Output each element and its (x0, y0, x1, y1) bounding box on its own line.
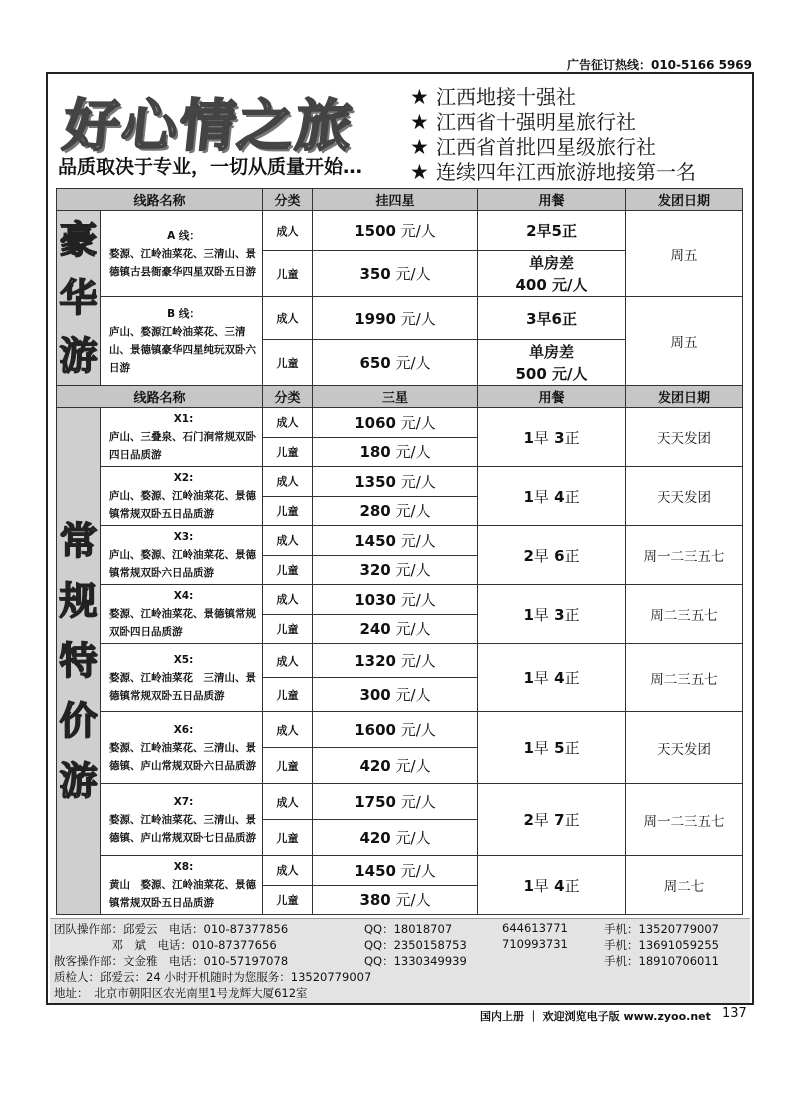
route-name-cell (101, 408, 263, 467)
honor-item: ★ 江西地接十强社 (410, 84, 576, 109)
meal-main-unit: 正 (564, 605, 580, 624)
route-code: X2: (173, 472, 194, 484)
meal-main-unit: 正 (564, 876, 580, 895)
route-name-cell (101, 784, 263, 856)
meal-cell (478, 644, 626, 712)
single-supplement-cell (478, 340, 626, 386)
single-supplement-cell (478, 251, 626, 297)
kind-cell: 成人 (263, 784, 313, 820)
kind-cell: 成人 (263, 644, 313, 678)
price-number: 1990 (354, 309, 396, 328)
meal-breakfast-count: 2 (523, 811, 534, 829)
price-unit: 元/人 (390, 561, 431, 580)
side-label-luxury: 豪华游 (57, 211, 101, 386)
star-icon: ★ (410, 84, 429, 109)
kind-cell: 成人 (263, 211, 313, 251)
brand-slogan: 品质取决于专业，一切从质量开始… (58, 156, 363, 178)
regular-header-row (57, 386, 743, 408)
price-unit: 元/人 (395, 861, 436, 880)
price-number: 1350 (354, 472, 396, 491)
route-desc: 黄山 婺源、江岭油菜花、景德镇常规双卧五日品质游 (109, 879, 256, 909)
price-unit: 元/人 (390, 265, 431, 283)
route-name-cell (101, 211, 263, 297)
child-price-cell (313, 678, 478, 712)
route-code: A 线： (167, 229, 200, 242)
meal-breakfast-unit: 早 (533, 669, 549, 687)
route-desc: 婺源、江岭油菜花、三清山、景德镇古县衙豪华四星双卧五日游 (109, 247, 256, 278)
regular-route-row-adult (57, 585, 743, 615)
single-supplement-price: 500 元/人 (515, 364, 588, 383)
route-name-cell (101, 467, 263, 526)
price-unit: 元/人 (390, 829, 431, 847)
price-number: 320 (359, 561, 391, 580)
col-header-meal: 用餐 (478, 189, 626, 211)
price-number: 1320 (354, 652, 396, 670)
meal-cell (478, 784, 626, 856)
route-code: X4: (173, 590, 194, 602)
regular-route-row-adult (57, 467, 743, 497)
kind-cell: 儿童 (263, 885, 313, 915)
departure-date-cell: 周二三五七 (626, 585, 743, 644)
child-price-cell (313, 820, 478, 856)
meal-breakfast-unit: 早 (533, 811, 549, 829)
price-unit: 元/人 (390, 757, 431, 775)
departure-date-cell: 天天发团 (626, 712, 743, 784)
adult-price-cell (313, 784, 478, 820)
price-number: 1450 (354, 861, 396, 880)
price-unit: 元/人 (395, 309, 436, 328)
child-price-cell (313, 614, 478, 644)
route-code: X7: (173, 795, 194, 808)
star-icon: ★ (410, 109, 429, 134)
route-name-cell (101, 297, 263, 386)
meal-breakfast-count: 1 (523, 669, 534, 687)
route-desc: 庐山、婺源江岭油菜花、三清山、景德镇豪华四星纯玩双卧六日游 (109, 326, 256, 374)
luxury-route-row-adult (57, 297, 743, 340)
col-header-kind: 分类 (263, 189, 313, 211)
departure-date-cell: 周一二三五七 (626, 784, 743, 856)
route-code: X1: (173, 413, 194, 425)
price-number: 380 (359, 891, 391, 910)
meal-main-unit: 正 (564, 428, 580, 447)
price-number: 1600 (354, 721, 396, 739)
adult-price-cell (313, 408, 478, 438)
meal-breakfast-unit: 早 (533, 605, 549, 624)
route-name-cell (101, 585, 263, 644)
contact-panel: 团队操作部：邱爱云 电话：010-87377856 QQ：18018707 644613771 手机：13520779007 邓 斌 电话：010-87377656 QQ：2350158753 710993731 手机：13691059255 散客操作部：文金雅 电话：010-57197078 QQ：1330349939 手机：18910706011 质检人：邱爱云：24 小时开机随时为您服务：13520779007 地址： 北京市朝阳区农光南里1号龙辉大厦612室 (50, 918, 750, 1003)
kind-cell: 儿童 (263, 820, 313, 856)
price-unit: 元/人 (395, 531, 436, 550)
route-desc: 婺源、江岭油菜花、三清山、景德镇、庐山常规双卧六日品质游 (109, 741, 256, 772)
route-desc: 庐山、婺源、江岭油菜花、景德镇常规双卧六日品质游 (109, 549, 256, 579)
luxury-section (57, 211, 743, 386)
single-supplement-label: 单房差 (529, 342, 575, 361)
departure-date-cell: 周五 (626, 211, 743, 297)
price-number: 420 (359, 829, 391, 847)
kind-cell: 儿童 (263, 555, 313, 585)
adult-price-cell (313, 211, 478, 251)
meal-cell (478, 585, 626, 644)
price-number: 300 (359, 686, 391, 704)
col-header-date: 发团日期 (626, 189, 743, 211)
adult-price-cell (313, 526, 478, 556)
side-label-regular: 常规特价游 (57, 408, 101, 915)
meal-main-count: 7 (554, 811, 565, 829)
price-number: 1450 (354, 531, 396, 550)
price-unit: 元/人 (390, 620, 431, 639)
child-price-cell (313, 748, 478, 784)
kind-cell: 成人 (263, 467, 313, 497)
kind-cell: 成人 (263, 712, 313, 748)
honor-item: ★ 江西省十强明星旅行社 (410, 109, 636, 134)
meal-breakfast-unit: 早 (533, 487, 549, 506)
price-number: 1750 (354, 793, 396, 811)
ad-hotline: 广告征订热线：010-5166 5969 (566, 58, 752, 72)
adult-price-cell (313, 467, 478, 497)
meal-cell (478, 526, 626, 585)
kind-cell: 儿童 (263, 496, 313, 526)
kind-cell: 成人 (263, 856, 313, 886)
price-number: 420 (359, 757, 391, 775)
col-header-route: 线路名称 (57, 189, 263, 211)
col-header-meal: 用餐 (478, 386, 626, 408)
price-unit: 元/人 (395, 721, 436, 739)
meal-main-count: 4 (554, 487, 565, 506)
price-unit: 元/人 (395, 413, 436, 432)
price-unit: 元/人 (395, 222, 436, 240)
kind-cell: 儿童 (263, 748, 313, 784)
regular-section (57, 408, 743, 915)
kind-cell: 儿童 (263, 251, 313, 297)
kind-cell: 成人 (263, 297, 313, 340)
child-price-cell (313, 496, 478, 526)
price-unit: 元/人 (395, 472, 436, 491)
route-code: X8: (173, 861, 194, 873)
single-supplement-price: 400 元/人 (515, 275, 588, 294)
col-header-price: 三星 (313, 386, 478, 408)
meal-breakfast-count: 1 (523, 876, 534, 895)
meal-cell (478, 467, 626, 526)
adult-price-cell (313, 712, 478, 748)
adult-price-cell (313, 297, 478, 340)
footer-text: 国内上册 ｜ 欢迎浏览电子版 www.zyoo.net (480, 1010, 711, 1023)
meal-breakfast-unit: 早 (533, 546, 549, 565)
meal-breakfast-count: 1 (523, 605, 534, 624)
meal-breakfast-count: 1 (523, 428, 534, 447)
price-number: 1500 (354, 222, 396, 240)
luxury-header-row (57, 189, 743, 211)
meal-main-count: 3 (554, 428, 565, 447)
departure-date-cell: 周五 (626, 297, 743, 386)
child-price-cell (313, 437, 478, 467)
price-unit: 元/人 (390, 354, 431, 372)
page-number: 137 (722, 1006, 747, 1021)
route-code: B 线： (167, 308, 200, 320)
kind-cell: 儿童 (263, 678, 313, 712)
price-number: 240 (359, 620, 391, 639)
meal-breakfast-count: 1 (523, 487, 534, 506)
meal-main-unit: 正 (564, 546, 580, 565)
col-header-date: 发团日期 (626, 386, 743, 408)
meal-breakfast-count: 1 (523, 739, 534, 757)
price-unit: 元/人 (390, 443, 431, 462)
meal-breakfast-unit: 早 (533, 876, 549, 895)
price-number: 1030 (354, 590, 396, 609)
single-supplement-label: 单房差 (529, 253, 575, 272)
regular-route-row-adult (57, 408, 743, 438)
meal-main-count: 6 (554, 546, 565, 565)
kind-cell: 成人 (263, 585, 313, 615)
luxury-route-row-adult (57, 211, 743, 251)
meal-cell: 3早6正 (478, 297, 626, 340)
price-unit: 元/人 (390, 891, 431, 910)
col-header-route: 线路名称 (57, 386, 263, 408)
route-desc: 庐山、三叠泉、石门涧常规双卧四日品质游 (109, 431, 256, 461)
meal-main-unit: 正 (564, 739, 580, 757)
meal-breakfast-unit: 早 (533, 428, 549, 447)
meal-main-unit: 正 (564, 487, 580, 506)
departure-date-cell: 周二七 (626, 856, 743, 915)
honor-item: ★ 江西省首批四星级旅行社 (410, 134, 656, 159)
route-desc: 婺源、江岭油菜花 三清山、景德镇常规双卧五日品质游 (109, 671, 256, 702)
meal-breakfast-unit: 早 (533, 739, 549, 757)
brand-logo-title: 好心情之旅 (60, 93, 358, 159)
kind-cell: 儿童 (263, 437, 313, 467)
meal-main-count: 4 (554, 876, 565, 895)
child-price-cell (313, 251, 478, 297)
meal-cell (478, 856, 626, 915)
meal-main-count: 4 (554, 669, 565, 687)
regular-route-row-adult (57, 856, 743, 886)
route-code: X3: (173, 531, 194, 543)
honor-item: ★ 连续四年江西旅游地接第一名 (410, 159, 696, 184)
price-unit: 元/人 (395, 590, 436, 609)
price-number: 1060 (354, 413, 396, 432)
star-icon: ★ (410, 134, 429, 159)
price-unit: 元/人 (395, 793, 436, 811)
kind-cell: 成人 (263, 526, 313, 556)
meal-main-count: 3 (554, 605, 565, 624)
route-name-cell (101, 644, 263, 712)
route-desc: 庐山、婺源、江岭油菜花、景德镇常规双卧五日品质游 (109, 490, 256, 520)
price-unit: 元/人 (390, 502, 431, 521)
kind-cell: 儿童 (263, 614, 313, 644)
child-price-cell (313, 555, 478, 585)
honors-list (410, 84, 696, 184)
regular-route-row-adult (57, 784, 743, 820)
departure-date-cell: 周二三五七 (626, 644, 743, 712)
adult-price-cell (313, 585, 478, 615)
kind-cell: 成人 (263, 408, 313, 438)
kind-cell: 儿童 (263, 340, 313, 386)
route-desc: 婺源、江岭油菜花、三清山、景德镇、庐山常规双卧七日品质游 (109, 813, 256, 844)
adult-price-cell (313, 856, 478, 886)
regular-route-row-adult (57, 526, 743, 556)
price-unit: 元/人 (390, 686, 431, 704)
route-price-table (56, 188, 743, 915)
brand-banner (50, 76, 750, 186)
meal-main-count: 5 (554, 739, 565, 757)
meal-main-unit: 正 (564, 669, 580, 687)
child-price-cell (313, 885, 478, 915)
route-name-cell (101, 526, 263, 585)
regular-route-row-adult (57, 712, 743, 748)
route-name-cell (101, 712, 263, 784)
departure-date-cell: 天天发团 (626, 467, 743, 526)
col-header-kind: 分类 (263, 386, 313, 408)
price-unit: 元/人 (395, 652, 436, 670)
meal-cell (478, 408, 626, 467)
route-desc: 婺源、江岭油菜花、景德镇常规双卧四日品质游 (109, 608, 256, 638)
price-number: 350 (359, 265, 391, 283)
adult-price-cell (313, 644, 478, 678)
meal-breakfast-count: 2 (523, 546, 534, 565)
child-price-cell (313, 340, 478, 386)
price-number: 180 (359, 443, 391, 462)
route-code: X6: (173, 723, 194, 736)
route-code: X5: (173, 653, 194, 666)
star-icon: ★ (410, 159, 429, 184)
route-name-cell (101, 856, 263, 915)
col-header-price: 挂四星 (313, 189, 478, 211)
meal-cell (478, 712, 626, 784)
regular-route-row-adult (57, 644, 743, 678)
price-number: 280 (359, 502, 391, 521)
departure-date-cell: 天天发团 (626, 408, 743, 467)
departure-date-cell: 周一二三五七 (626, 526, 743, 585)
meal-main-unit: 正 (564, 811, 580, 829)
meal-cell: 2早5正 (478, 211, 626, 251)
price-number: 650 (359, 354, 391, 372)
